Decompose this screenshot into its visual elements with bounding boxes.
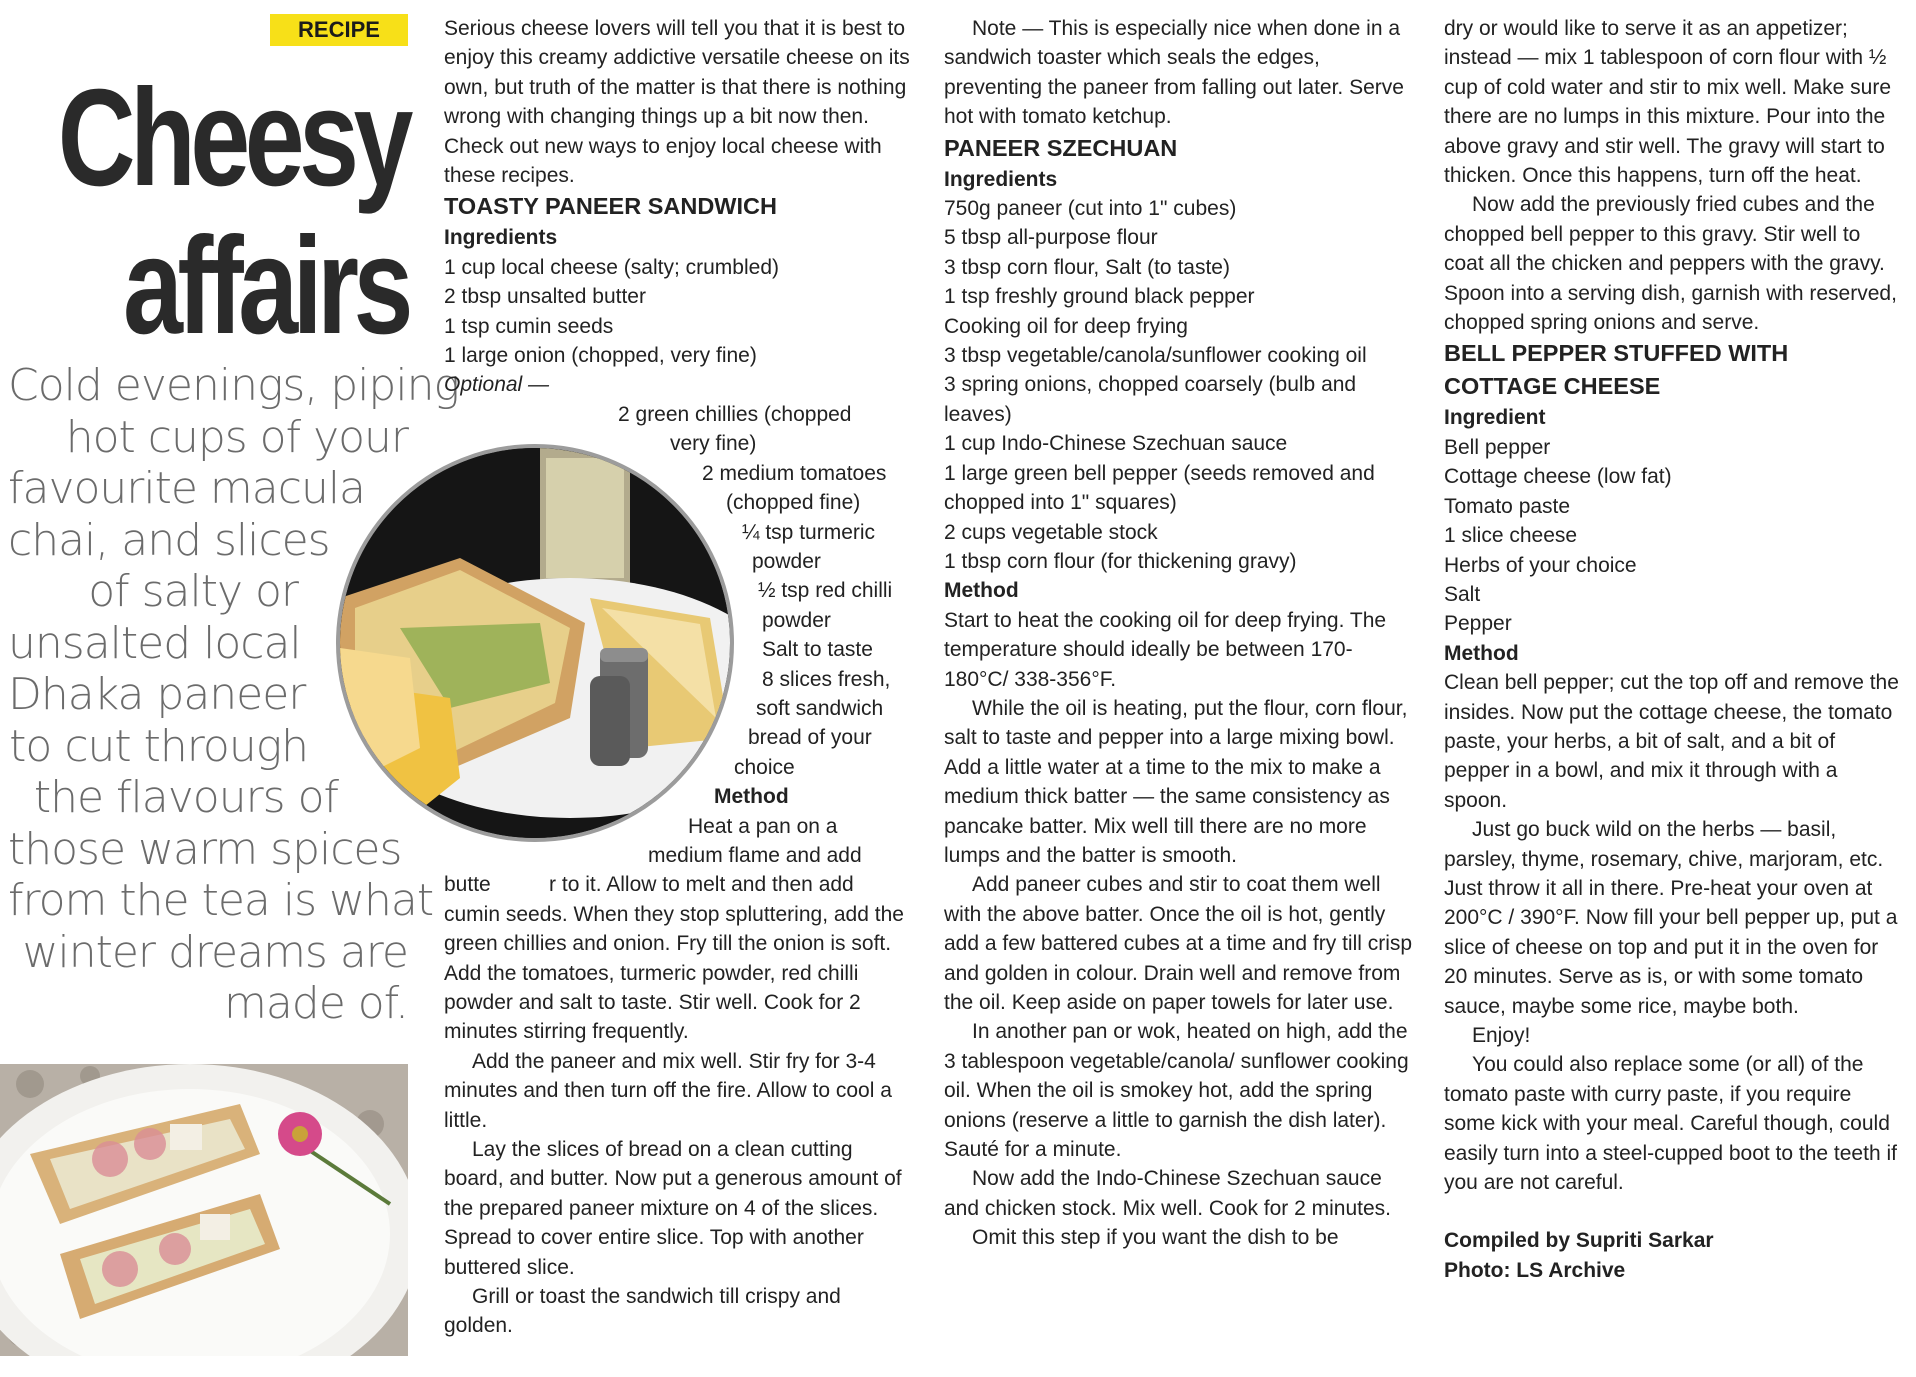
sandwich-photo xyxy=(336,444,734,842)
intro-line: Cold evenings, piping xyxy=(8,360,459,411)
method-heading: Method xyxy=(1444,641,1519,665)
ingredient-item: Cooking oil for deep frying xyxy=(944,314,1188,338)
method-paragraph: Clean bell pepper; cut the top off and remove the insides. Now put the cottage cheese, the tomato paste, your herbs, a bit of salt, and a bit of pepper in a bowl, and mix it through with a spoon. xyxy=(1444,671,1899,812)
method-paragraph: While the oil is heating, put the flour, corn flour, salt to taste and pepper into a large mixing bowl. Add a little water at a time to the mix to make a medium thick batter — the same consistency as pancake batter. Mix well till there are no more lumps and the batter is smooth. xyxy=(944,696,1408,867)
intro-line: hot cups of your xyxy=(65,411,408,463)
section-tag: RECIPE xyxy=(270,14,408,46)
method-paragraph: Now add the Indo-Chinese Szechuan sauce and chicken stock. Mix well. Cook for 2 minutes. xyxy=(944,1167,1392,1220)
ingredient-item: 1 cup Indo-Chinese Szechuan sauce xyxy=(944,432,1288,456)
ingredient-item: 3 spring onions, chopped coarsely (bulb and leaves) xyxy=(944,373,1357,426)
method-text: Heat a pan on a xyxy=(688,814,838,838)
ingredient-item: 3 tbsp vegetable/canola/sunflower cooking oil xyxy=(944,344,1367,368)
method-paragraph: You could also replace some (or all) of the tomato paste with curry paste, if you require some kick with your meal. Careful though, could easily turn into a steel-cupped boot to the teeth if you are not careful. xyxy=(1444,1053,1897,1195)
ingredient-item: Salt xyxy=(1444,582,1481,606)
intro-line: the flavours of xyxy=(33,772,338,823)
ingredient-item: ½ tsp red chilli xyxy=(758,579,893,603)
headline-line-2: affairs xyxy=(123,209,408,363)
ingredient-item: 1 cup local cheese (salty; crumbled) xyxy=(444,255,779,279)
ingredient-item: Herbs of your choice xyxy=(1444,553,1637,577)
ingredient-item: 2 medium tomatoes xyxy=(702,461,887,485)
ingredient-item: very fine) xyxy=(670,432,757,456)
ingredient-item: 750g paneer (cut into 1" cubes) xyxy=(944,197,1237,221)
ingredient-item: 3 tbsp corn flour, Salt (to taste) xyxy=(944,255,1230,279)
ingredient-item: 8 slices fresh, xyxy=(762,667,891,691)
spacer xyxy=(1444,1197,1904,1226)
method-paragraph: butte r to it. Allow to melt and then add cumin seeds. When they stop spluttering, add the green chillies and onion. Fry till the onion is soft. Add the tomatoes, turmeric powder, red chilli powder and salt to taste. Stir well. Cook for 2 minutes stirring frequently. xyxy=(444,873,910,1044)
ingredient-item: Cottage cheese (low fat) xyxy=(1444,465,1672,489)
ingredient-item: 2 green chillies (chopped xyxy=(618,402,852,426)
intro-line: winter dreams are xyxy=(22,926,408,978)
ingredient-item: 1 tsp freshly ground black pepper xyxy=(944,285,1255,309)
method-paragraph: Omit this step if you want the dish to be xyxy=(972,1226,1339,1250)
headline xyxy=(57,61,408,363)
method-paragraph: Add the paneer and mix well. Stir fry for 3-4 minutes and then turn off the fire. Allow to cool a little. xyxy=(444,1049,892,1132)
ingredients-heading: Ingredient xyxy=(1444,406,1546,430)
method-paragraph: Start to heat the cooking oil for deep frying. The temperature should ideally be between 170-180°C/ 338-356°F. xyxy=(944,608,1387,691)
ingredient-item: ¼ tsp turmeric xyxy=(742,520,876,544)
intro-line: of salty or xyxy=(88,566,298,617)
ingredient-item: Pepper xyxy=(1444,612,1512,636)
ingredient-item: 1 large onion (chopped, very fine) xyxy=(444,344,757,368)
column-bell-pepper xyxy=(1444,14,1904,1285)
headline-line-1: Cheesy xyxy=(57,61,408,215)
sandwich-illustration xyxy=(340,448,734,842)
method-paragraph: Enjoy! xyxy=(1472,1024,1531,1047)
plated-toast-photo xyxy=(0,1064,408,1356)
intro-line: made of. xyxy=(223,978,408,1029)
ingredient-item: 1 tsp cumin seeds xyxy=(444,314,614,338)
intro-line: to cut through xyxy=(9,720,308,772)
plated-toast-illustration xyxy=(0,1064,408,1356)
method-paragraph: Lay the slices of bread on a clean cutting board, and butter. Now put a generous amount of the prepared paneer mixture on 4 of the slices. Spread to cover entire slice. Top with another buttered slice. xyxy=(444,1138,902,1279)
recipe-title: PANEER SZECHUAN xyxy=(944,134,1178,161)
recipe-title: TOASTY PANEER SANDWICH xyxy=(444,193,777,220)
method-paragraph: Add paneer cubes and stir to coat them well with the above batter. Once the oil is hot, gently add a few battered cubes at a time and fry till crisp and golden in colour. Drain well and remove from the oil. Keep aside on paper towels for later use. xyxy=(944,873,1413,1014)
note-paragraph: Note — This is especially nice when done in a sandwich toaster which seals the edges, preventing the paneer from falling out later. Serve hot with tomato ketchup. xyxy=(944,17,1404,129)
ingredients-heading: Ingredients xyxy=(944,167,1058,191)
intro-line: Dhaka paneer xyxy=(8,669,306,720)
ingredient-item: powder xyxy=(762,608,831,632)
method-heading: Method xyxy=(714,785,789,809)
photo-credit: Photo: LS Archive xyxy=(1444,1258,1626,1282)
ingredient-item: Salt to taste xyxy=(762,638,873,662)
ingredient-item: 2 cups vegetable stock xyxy=(944,520,1158,544)
ingredients-heading: Ingredients xyxy=(444,226,558,250)
method-paragraph: Now add the previously fried cubes and the chopped bell pepper to this gravy. Stir well to coat all the chicken and peppers with the gravy. Spoon into a serving dish, garnish with reserved, chopped spring onions and serve. xyxy=(1444,193,1897,335)
article-intro: Serious cheese lovers will tell you that it is best to enjoy this creamy addictive versatile cheese on its own, but truth of the matter is that there is nothing wrong with changing things up a bit now then. Check out new ways to enjoy local cheese with these recipes. xyxy=(444,17,910,188)
continued-paragraph: dry or would like to serve it as an appetizer; instead — mix 1 tablespoon of corn flour with ½ cup of cold water and stir to mix well. Make sure there are no lumps in this mixture. Pour into the above gravy and stir well. The gravy will start to thicken. Once this happens, turn off the heat. xyxy=(1444,17,1892,188)
ingredient-item: 2 tbsp unsalted butter xyxy=(444,285,646,309)
method-text: medium flame and add xyxy=(648,843,862,867)
optional-label: Optional — xyxy=(444,373,550,397)
column-paneer-szechuan xyxy=(944,14,1414,1253)
ingredient-item: 1 large green bell pepper (seeds removed and chopped into 1" squares) xyxy=(944,461,1375,515)
ingredient-item: bread of your xyxy=(748,726,872,750)
method-heading: Method xyxy=(944,579,1019,603)
compiled-by-credit: Compiled by Supriti Sarkar xyxy=(1444,1229,1714,1253)
ingredient-item: choice xyxy=(734,755,795,779)
method-paragraph: Just go buck wild on the herbs — basil, parsley, thyme, rosemary, chive, marjoram, etc. Just throw it all in there. Pre-heat your oven at 200°C / 390°F. Now fill your bell pepper up, put a slice of cheese on top and put it in the oven for 20 minutes. Serve as is, or with some tomato sauce, maybe some rice, maybe both. xyxy=(1444,818,1898,1018)
intro-line: unsalted local xyxy=(8,617,301,669)
ingredient-item: powder xyxy=(752,549,821,573)
ingredient-item: 1 slice cheese xyxy=(1444,524,1578,548)
ingredient-item: (chopped fine) xyxy=(726,491,861,515)
intro-line: chai, and slices xyxy=(8,514,330,566)
intro-line: favourite macula xyxy=(8,463,366,514)
intro-line: from the tea is what xyxy=(8,875,434,926)
method-paragraph: In another pan or wok, heated on high, add the 3 tablespoon vegetable/canola/ sunflower cooking oil. When the oil is smokey hot, add the spring onions (reserve a little to garnish the dish later). Sauté for a minute. xyxy=(944,1020,1409,1162)
ingredient-item: 1 tbsp corn flour (for thickening gravy) xyxy=(944,549,1297,573)
ingredient-item: 5 tbsp all-purpose flour xyxy=(944,226,1158,250)
recipe-title: BELL PEPPER STUFFED WITH COTTAGE CHEESE xyxy=(1444,340,1789,400)
ingredient-item: soft sandwich xyxy=(756,696,884,720)
intro-line: those warm spices xyxy=(8,823,402,875)
ingredient-item: Bell pepper xyxy=(1444,435,1551,459)
ingredient-item: Tomato paste xyxy=(1444,494,1571,518)
method-paragraph: Grill or toast the sandwich till crispy and golden. xyxy=(444,1285,841,1338)
